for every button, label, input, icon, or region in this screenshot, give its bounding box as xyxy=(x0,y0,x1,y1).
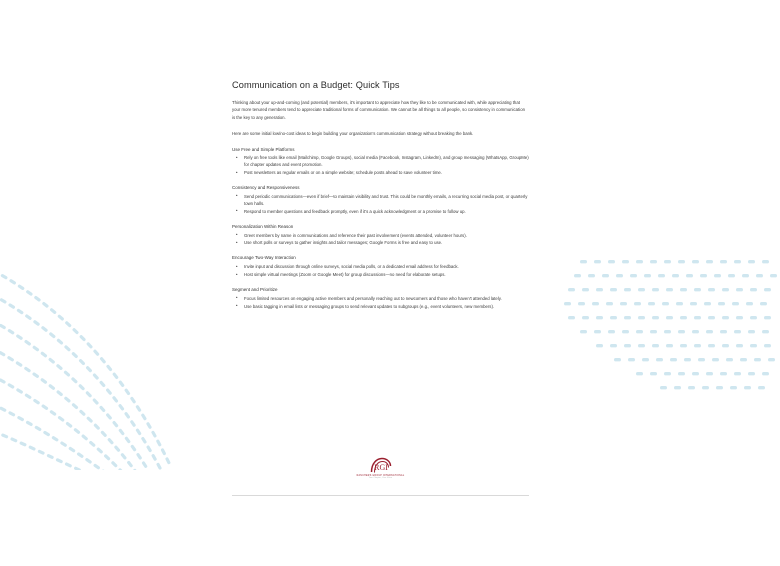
list-item: • Greet members by name in communications and reference their past involvement (events attended, volunteer hours). xyxy=(232,233,529,240)
section-heading: Encourage Two-Way Interaction xyxy=(232,255,296,261)
logo-name: RANCHERS GROUP INTERNATIONAL xyxy=(356,474,405,477)
intro-paragraph-2: Here are some initial low/no-cost ideas to begin building your organization's communication strategy without breaking the bank. xyxy=(232,131,474,137)
decorative-dot-arcs-left xyxy=(0,250,240,470)
section-bullet-list xyxy=(232,155,529,177)
list-item: • Send periodic communications—even if brief—to maintain visibility and trust. This could be monthly emails, a recurring social media post, or quarterly town halls. xyxy=(232,194,529,208)
section-heading: Personalization Within Reason xyxy=(232,223,294,229)
list-item: • Post newsletters as regular emails or on a simple website; schedule posts ahead to save volunteer time. xyxy=(232,170,529,177)
list-item: • Use basic tagging in email lists or messaging groups to send relevant updates to subgroups (e.g., event volunteers, new members). xyxy=(232,304,529,311)
section-consistency-and-responsiveness xyxy=(232,185,529,216)
section-bullet-list xyxy=(232,264,529,279)
footer-logo xyxy=(232,455,529,481)
list-item: • Respond to member questions and feedback promptly, even if it's a quick acknowledgment or a promise to follow up. xyxy=(232,209,529,216)
logo-lockup xyxy=(353,455,409,481)
section-heading: Use Free and Simple Platforms xyxy=(232,146,295,152)
list-item: • Rely on free tools like email (Mailchimp, Google Groups), social media (Facebook, Instagram, LinkedIn), and group messaging (WhatsApp, GroupMe) for chapter updates and event promotion. xyxy=(232,155,529,169)
intro-paragraph-1: Thinking about your up-and-coming (and potential) members, it's important to appreciate how they like to be communicated with, while appreciating that your more tenured members tend to appreciate traditional forms of communication. We cannot be all things to all people, so consistency in communication is the key to any generation. xyxy=(232,100,525,120)
footer-divider xyxy=(232,495,529,496)
section-heading: Consistency and Responsiveness xyxy=(232,185,300,191)
section-encourage-two-way-interaction xyxy=(232,255,529,279)
section-bullet-list xyxy=(232,233,529,248)
list-item: • Invite input and discussion through online surveys, social media polls, or a dedicated email address for feedback. xyxy=(232,264,529,271)
list-item: • Use short polls or surveys to gather insights and tailor messages; Google Forms is free and easy to use. xyxy=(232,240,529,247)
logo-tagline: Your Chapter, Your Voice xyxy=(368,477,393,480)
page-title: Communication on a Budget: Quick Tips xyxy=(232,80,400,90)
section-bullet-list xyxy=(232,296,529,311)
section-heading: Segment and Prioritize xyxy=(232,287,278,293)
list-item: • Host simple virtual meetings (Zoom or Google Meet) for group discussions—no need for elaborate setups. xyxy=(232,272,529,279)
rgi-monogram-icon xyxy=(370,457,392,474)
section-use-free-and-simple-platforms xyxy=(232,147,529,178)
decorative-dot-grid-right xyxy=(550,250,780,440)
slide-content xyxy=(232,80,529,495)
svg-text:RGI: RGI xyxy=(373,462,388,472)
section-bullet-list xyxy=(232,194,529,216)
section-segment-and-prioritize xyxy=(232,287,529,311)
section-personalization-within-reason xyxy=(232,224,529,248)
list-item: • Focus limited resources on engaging active members and personally reaching out to newcomers and those who haven't attended lately. xyxy=(232,296,529,303)
